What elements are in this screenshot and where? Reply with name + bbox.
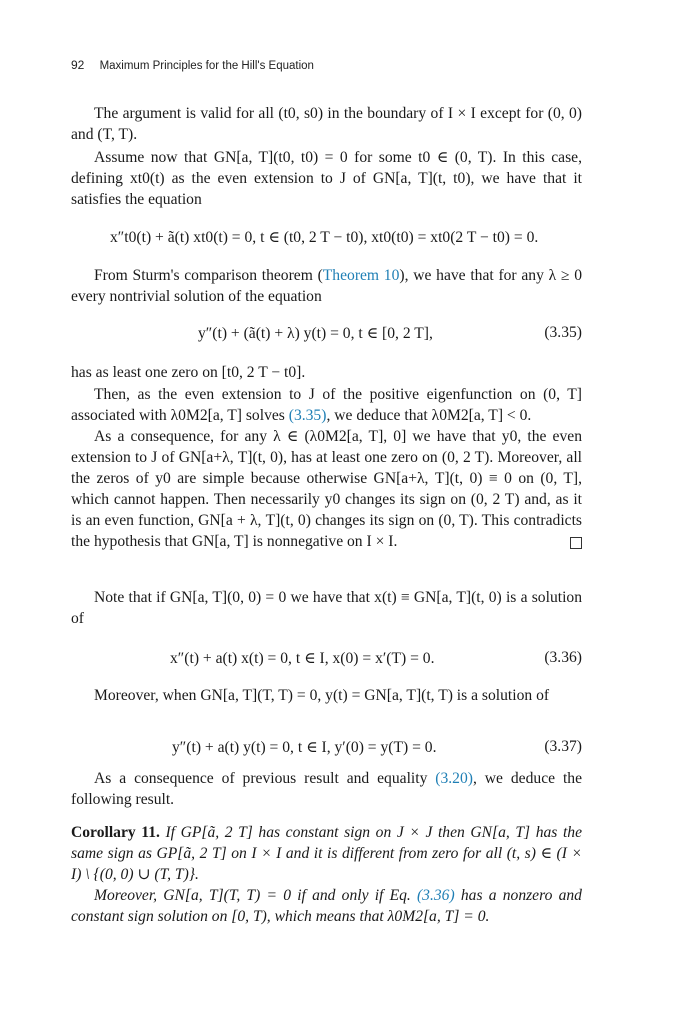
paragraph-1 — [71, 104, 582, 146]
cor-b-b: has a nonzero and constant sign solution on [0, T), which means that λ0M2[a, T] = 0. — [71, 886, 582, 925]
equation-3-35: y″(t) + (ã(t) + λ) y(t) = 0, t ∈ [0, 2 T], — [198, 325, 433, 342]
equation-3-36: x″(t) + a(t) x(t) = 0, t ∈ I, x(0) = x′(T) = 0. — [170, 650, 435, 667]
paragraph-4-text: has as least one zero on [t0, 2 T − t0]. — [71, 364, 306, 381]
qed-square-icon — [570, 537, 582, 549]
paragraph-5 — [71, 385, 582, 427]
p5-b: , we deduce that λ0M2[a, T] < 0. — [326, 406, 532, 424]
equation-3-36-link[interactable]: (3.36) — [416, 886, 455, 904]
paragraph-8 — [71, 686, 582, 707]
equation-3-37: y″(t) + a(t) y(t) = 0, t ∈ I, y′(0) = y(T) = 0. — [172, 739, 437, 756]
paragraph-2 — [71, 148, 582, 211]
paragraph-7-text: Note that if GN[a, T](0, 0) = 0 we have that x(t) ≡ GN[a, T](t, 0) is a solution of — [71, 589, 582, 627]
p6-text: As a consequence, for any λ ∈ (λ0M2[a, T], 0] we have that y0, the even extension to J of GN[a+λ, T](t, 0), has at least one zero on (0, 2 T). Moreover, all the zeros of y0 are simple because otherwise GN[a+λ, T](t, 0) ≡ 0 on (0, T], which cannot happen. Then necessarily y0 changes its sign on (0, 2 T) and, as it is an even function, GN[a + λ, T](t, 0) changes its sign on (0, T). This contradicts the hypothesis that GN[a, T] is nonnegative on I × I. — [71, 428, 582, 550]
paragraph-5-text — [71, 385, 582, 427]
page-number: 92 — [71, 58, 85, 72]
p3-pre: From Sturm's comparison theorem ( — [94, 267, 323, 284]
equation-a: x″t0(t) + ã(t) xt0(t) = 0, t ∈ (t0, 2 T − t0), xt0(t0) = xt0(2 T − t0) = 0. — [110, 229, 539, 246]
equation-3-35-link[interactable]: (3.35) — [288, 406, 327, 424]
p5-a: Then, as the even extension to J of the positive eigenfunction on (0, T] associated with λ0M2[a, T] solves — [71, 386, 582, 424]
equation-3-37-number: (3.37) — [544, 738, 582, 755]
paragraph-2-text: Assume now that GN[a, T](t0, t0) = 0 for some t0 ∈ (0, T). In this case, defining xt0(t) as the even extension to J of GN[a, T](t, t0), we have that it satisfies the equation — [71, 149, 582, 208]
equation-3-36-number: (3.36) — [544, 649, 582, 666]
paragraph-3-text — [71, 266, 582, 308]
paragraph-9-text — [71, 769, 582, 811]
running-header — [71, 58, 314, 72]
corollary-11 — [71, 823, 582, 928]
equation-3-35-number: (3.35) — [544, 324, 582, 341]
theorem-10-link[interactable]: Theorem 10 — [322, 267, 400, 284]
cor-b-a: Moreover, GN[a, T](T, T) = 0 if and only if Eq. — [94, 886, 417, 904]
p9-a: As a consequence of previous result and equality — [94, 770, 436, 787]
p9-b: , we deduce the following result. — [71, 770, 583, 808]
corollary-label: Corollary 11. — [71, 824, 160, 841]
paragraph-9 — [71, 769, 582, 811]
paragraph-4 — [71, 363, 582, 384]
paragraph-6 — [71, 427, 582, 552]
paragraph-3 — [71, 266, 582, 308]
equation-3-20-link[interactable]: (3.20) — [435, 770, 473, 787]
paragraph-8-text: Moreover, when GN[a, T](T, T) = 0, y(t) = GN[a, T](t, T) is a solution of — [94, 687, 550, 704]
running-title: Maximum Principles for the Hill's Equation — [99, 60, 314, 72]
paragraph-7 — [71, 588, 582, 630]
paragraph-1-text: The argument is valid for all (t0, s0) in the boundary of I × I except for (0, 0) and (T, T). — [71, 105, 582, 143]
p3-post: ), we have that for any λ ≥ 0 every nontrivial solution of the equation — [71, 267, 582, 305]
corollary-11-second — [71, 886, 582, 928]
paragraph-6-text — [71, 427, 582, 552]
corollary-text-a: If GP[ã, 2 T] has constant sign on J × J then GN[a, T] has the same sign as GP[ã, 2 T] on I × I and it is different from zero for all (t, s) ∈ (I × I) \ {(0, 0) ∪ (T, T)}. — [71, 824, 582, 883]
corollary-11-statement — [71, 823, 582, 886]
